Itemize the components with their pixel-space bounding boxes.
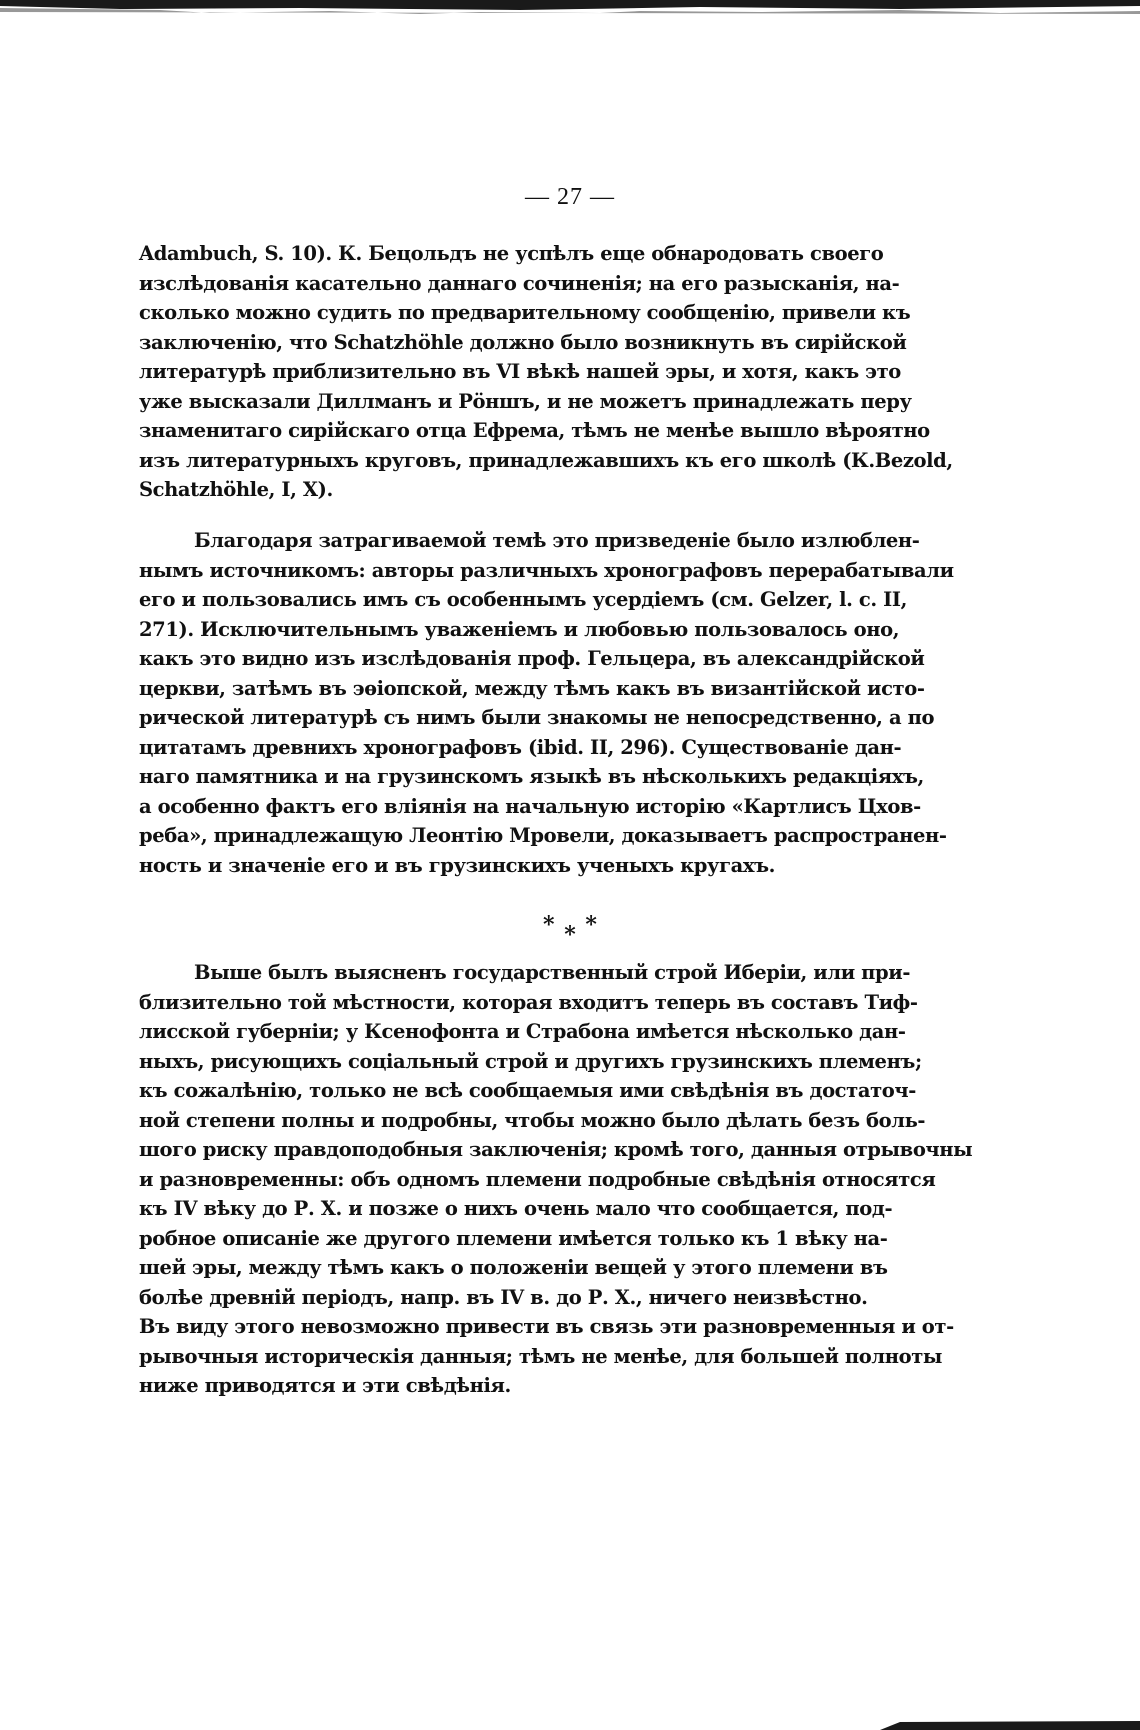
text-line: ныхъ, рисующихъ соціальный строй и другихъ грузинскихъ племенъ; [139,1049,922,1073]
text-line: лисской губерніи; у Ксенофонта и Страбона имѣется нѣсколько дан- [139,1020,906,1043]
text-line: шей эры, между тѣмъ какъ о положеніи вещей у этого племени въ [139,1256,888,1279]
text-line: болѣе древній періодъ, напр. въ IV в. до Р. Х., ничего неизвѣстно. [139,1285,868,1309]
asterisk: * [585,912,597,938]
text-line: Въ виду этого невозможно привести въ связь эти разновременныя и от- [139,1315,954,1338]
text-line: изъ литературныхъ круговъ, принадлежавшихъ къ его школѣ (К.Bezold, [139,448,953,472]
text-line: наго памятника и на грузинскомъ языкѣ въ нѣсколькихъ редакціяхъ, [139,765,924,788]
text-line: литературѣ приблизительно въ VI вѣкѣ нашей эры, и хотя, какъ это [139,360,901,383]
text-line: уже высказали Диллманъ и Рöншъ, и не можетъ принадлежать перу [139,389,912,413]
text-line: Выше былъ выясненъ государственный строй Иберіи, или при- [194,961,911,984]
text-line: изслѣдованія касательно даннаго сочиненія; на его разысканія, на- [139,271,900,295]
asterisk: * [543,912,555,938]
text-line: заключенію, что Schatzhöhle должно было возникнуть въ сирійской [139,330,907,354]
text-line: рической литературѣ съ нимъ были знакомы не непосредственно, а по [139,706,935,729]
paragraph-1 [139,239,953,505]
text-line: ность и значеніе его и въ грузинскихъ ученыхъ кругахъ. [139,853,776,877]
section-break-asterism [0,912,1140,946]
text-line: Schatzhöhle, I, X). [139,478,333,501]
text-line: къ IV вѣку до Р. Х. и позже о нихъ очень мало что сообщается, под- [139,1197,893,1220]
text-line: робное описаніе же другого племени имѣется только къ 1 вѣку на- [139,1226,888,1250]
text-line: близительно той мѣстности, которая входитъ теперь въ составъ Тиф- [139,990,918,1014]
text-line: нымъ источникомъ: авторы различныхъ хронографовъ перерабатывали [139,558,954,582]
text-line: сколько можно судить по предварительному сообщенію, привели къ [139,301,911,324]
text-line: реба», принадлежащую Леонтію Мровели, доказываетъ распространен- [139,824,947,847]
text-line: шого риску правдоподобныя заключенія; кромѣ того, данныя отрывочны [139,1138,973,1161]
text-line: цитатамъ древнихъ хронографовъ (ibid. II, 296). Существованіе дан- [139,735,902,759]
text-line: ниже приводятся и эти свѣдѣнія. [139,1374,511,1397]
text-line: его и пользовались имъ съ особеннымъ усердіемъ (см. Gelzer, l. c. II, [139,588,908,611]
text-line: знаменитаго сирійскаго отца Ефрема, тѣмъ не менѣе вышло вѣроятно [139,419,930,442]
text-line: ной степени полны и подробны, чтобы можно было дѣлать безъ боль- [139,1108,926,1132]
text-line: Благодаря затрагиваемой темѣ это призведеніе было излюблен- [194,529,920,552]
scan-edge-bottom [880,1716,1140,1730]
text-line: церкви, затѣмъ въ эѳіопской, между тѣмъ какъ въ византійской исто- [139,676,925,700]
text-line: Adambuch, S. 10). К. Бецольдъ не успѣлъ еще обнародовать своего [139,242,884,265]
scan-edge-top [0,0,1140,22]
text-line: а особенно фактъ его вліянія на начальную исторію «Картлисъ Цхов- [139,794,921,818]
text-line: къ сожалѣнію, только не всѣ сообщаемыя ими свѣдѣнія въ достаточ- [139,1079,916,1102]
asterisk: * [564,922,576,948]
text-line: и разновременны: объ одномъ племени подробные свѣдѣнія относятся [139,1167,936,1191]
paragraph-3 [139,958,973,1401]
text-line: 271). Исключительнымъ уваженіемъ и любовью пользовалось оно, [139,617,900,641]
text-line: рывочныя историческія данныя; тѣмъ не менѣе, для большей полноты [139,1344,943,1368]
paragraph-2 [139,526,954,880]
text-line: какъ это видно изъ изслѣдованія проф. Гельцера, въ александрійской [139,647,925,670]
page-number: — 27 — [525,184,615,210]
